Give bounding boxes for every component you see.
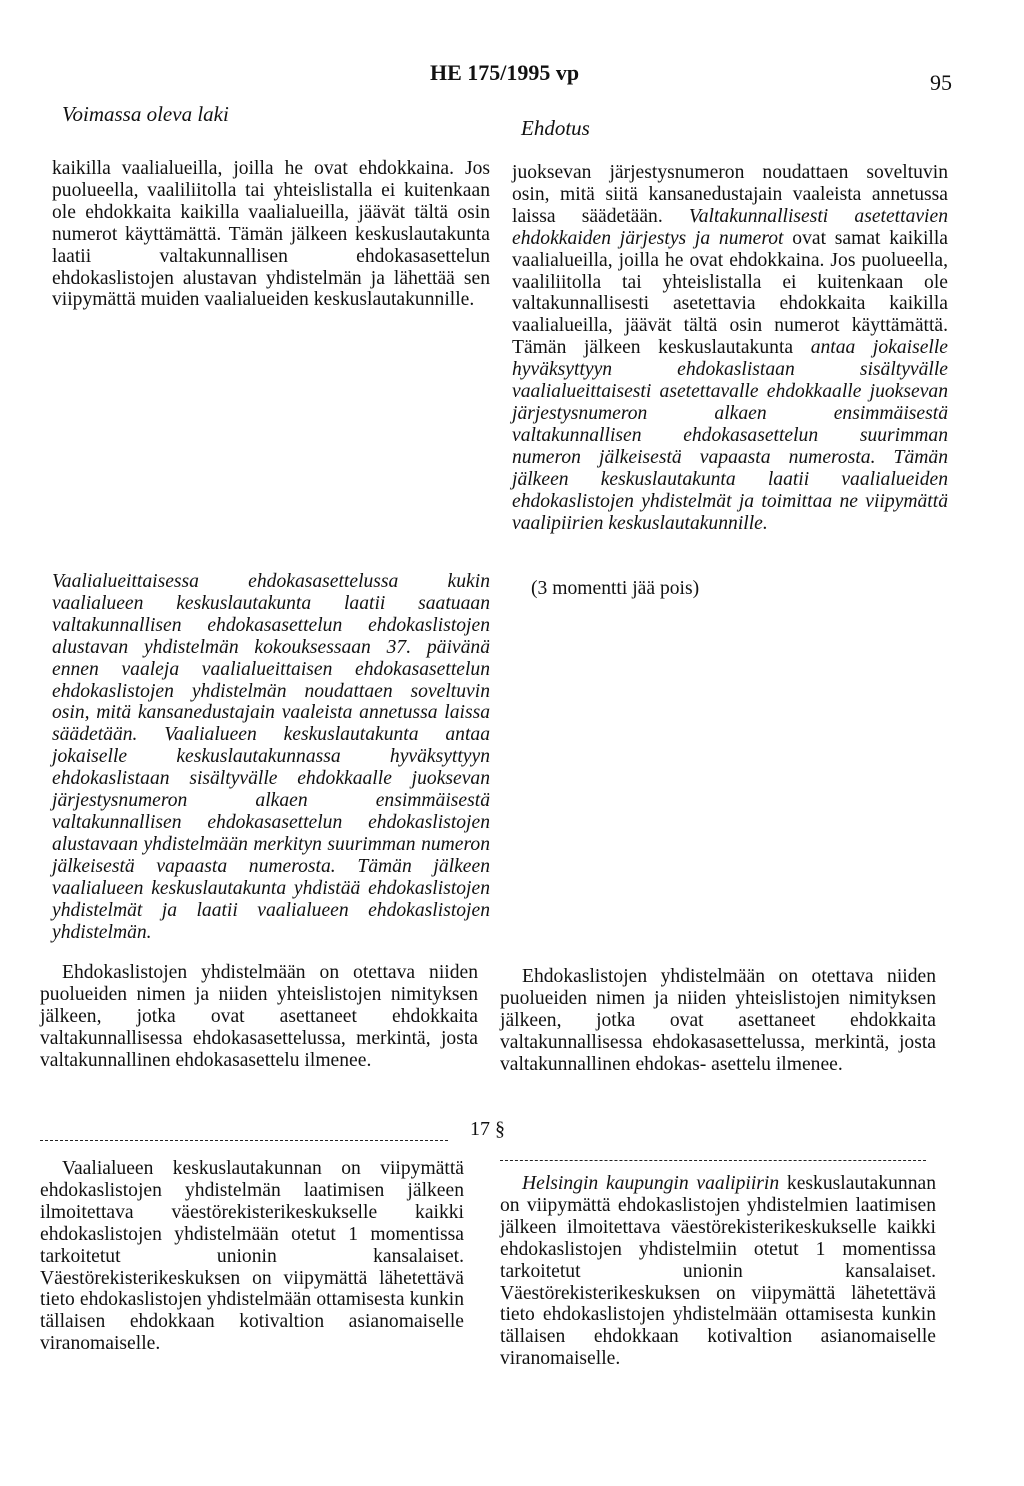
right-paragraph-1 <box>512 162 948 534</box>
right-column-title: Ehdotus <box>521 116 590 140</box>
document-id: HE 175/1995 vp <box>430 60 580 85</box>
right-p1-text-b: Valtakunnallisesti asetettavien ehdokkaiden järjestys ja numerot <box>512 205 948 249</box>
right-p4-italic: Helsingin kaupungin vaalipiirin <box>522 1173 780 1194</box>
left-paragraph-3: Ehdokaslistojen yhdistelmään on otettava niiden puolueiden nimen ja niiden yhteislistojen nimityksen jälkeen, jotka ovat asettaneet ehdokkaita valtakunnallisessa ehdokasasettelussa, merkintä, josta valtakunnallinen ehdokasasettelu ilmenee. <box>40 962 478 1071</box>
left-separator <box>40 1140 448 1141</box>
right-paragraph-2: (3 momentti jää pois) <box>531 578 700 599</box>
left-column-title: Voimassa oleva laki <box>62 102 229 126</box>
left-paragraph-4: Vaalialueen keskuslautakunnan on viipymättä ehdokaslistojen yhdistelmän laatimisen jälkeen ilmoitettava väestörekisterikeskukselle kaikki ehdokaslistojen yhdistelmään otetut 1 momentissa tarkoitetut unionin kansalaiset. Väestörekisterikeskuksen on viipymättä lähetettävä tieto ehdokaslistojen yhdistelmään ottamisesta kunkin tällaisen ehdokkaan kotivaltion asianomaiselle viranomaiselle. <box>40 1158 464 1355</box>
right-p1-text-d: antaa jokaiselle hyväksyttyyn ehdokaslistaan sisältyvälle vaalialueittaisesti asetettavalle ehdokkaalle juoksevan järjestysnumeron alkaen ensimmäisestä valtakunnallisen ehdokasasettelun suurimman numeron jälkeisestä vapaasta numerosta. Tämän jälkeen keskuslautakunta laatii vaalialueiden ehdokaslistojen yhdistelmät ja toimittaa ne viipymättä vaalipiirien keskuslautakunnille. <box>512 337 948 534</box>
page-number: 95 <box>930 70 952 95</box>
right-paragraph-3: Ehdokaslistojen yhdistelmään on otettava niiden puolueiden nimen ja niiden yhteislistojen nimityksen jälkeen, jotka ovat asettaneet ehdokkaita valtakunnallisessa ehdokasasettelussa, merkintä, josta valtakunnallinen ehdokas- asettelu ilmenee. <box>500 966 936 1075</box>
right-p4-text: keskuslautakunnan on viipymättä ehdokaslistojen yhdistelmien laatimisen jälkeen ilmoitettava väestörekisterikeskukselle kaikki ehdokaslistojen yhdistelmiin otetut 1 momentissa tarkoitetut unionin kansalaiset. Väestörekisterikeskuksen on viipymättä lähetettävä tieto ehdokaslistojen yhdistelmään ottamisesta kunkin tällaisen ehdokkaan kotivaltion asianomaiselle viranomaiselle. <box>500 1173 937 1370</box>
section-marker: 17 § <box>470 1118 505 1140</box>
right-p1-text-c: ovat samat kaikilla vaalialueilla, joilla he ovat ehdokkaina. Jos puolueella, vaaliliitolla tai yhteislistalla ei kuitenkaan ole valtakunnallisesti asetettavia ehdokkaita kaikilla vaalialueilla, jäävät tältä osin numerot käyttämättä. Tämän jälkeen keskuslautakunta <box>512 227 948 359</box>
left-paragraph-2: Vaalialueittaisessa ehdokasasettelussa kukin vaalialueen keskuslautakunta laatii saatuaan valtakunnallisen ehdokasasettelun ehdokaslistojen alustavan yhdistelmän kokouksessaan 37. päivänä ennen vaaleja vaalialueittaisen ehdokasasettelun ehdokaslistojen yhdistelmän noudattaen soveltuvin osin, mitä kansanedustajain vaaleista annetussa laissa säädetään. Vaalialueen keskuslautakunta antaa jokaiselle keskuslautakunnassa hyväksyttyyn ehdokaslistaan sisältyvälle ehdokkaalle juoksevan järjestysnumeron alkaen ensimmäisestä valtakunnallisen ehdokasasettelun ehdokaslistojen alustavaan yhdistelmään merkityn suurimman numeron jälkeisestä vapaasta numerosta. Tämän jälkeen vaalialueen keskuslautakunta yhdistää ehdokaslistojen yhdistelmät ja laatii vaalialueen ehdokaslistojen yhdistelmän. <box>52 571 490 943</box>
right-p1-text-a: juoksevan järjestysnumeron noudattaen soveltuvin osin, mitä siitä kansanedustajain vaaleista annetussa laissa säädetään. <box>512 162 948 227</box>
right-separator <box>500 1160 926 1161</box>
right-paragraph-4 <box>500 1173 936 1370</box>
left-paragraph-1: kaikilla vaalialueilla, joilla he ovat ehdokkaina. Jos puolueella, vaaliliitolla tai yhteislistalla ei kuitenkaan ole ehdokkaita kaikilla vaalialueilla, jäävät tältä osin numerot käyttämättä. Tämän jälkeen keskuslautakunta laatii valtakunnallisen ehdokasasettelun ehdokaslistojen alustavan yhdistelmän ja lähettää sen viipymättä muiden vaalialueiden keskuslautakunnille. <box>52 158 490 311</box>
